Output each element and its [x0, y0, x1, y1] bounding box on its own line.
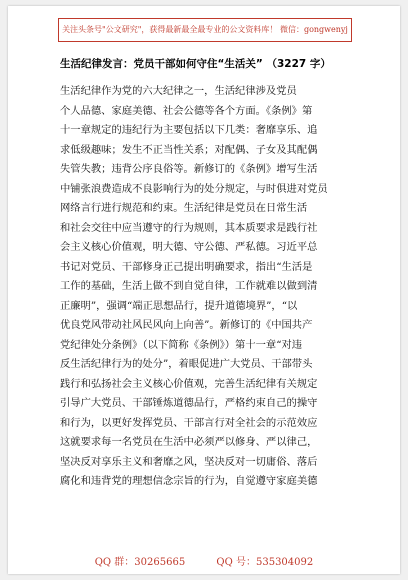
body-line: 中铺张浪费造成不良影响行为的处分规定，与时俱进对党员	[60, 182, 328, 195]
body-line: 网络言行进行规范和约束。生活纪律是党员在日常生活	[60, 202, 308, 214]
body-line: 十一章规定的违纪行为主要包括以下几类：奢靡享乐、追	[60, 124, 318, 136]
header-banner: 关注头条号"公文研究"，获得最新最全最专业的公文资料库！ 微信：gongwenyj	[58, 18, 352, 42]
footer-contact	[8, 553, 400, 568]
document-title: 生活纪律发言：党员干部如何守住“生活关” （3227 字）	[60, 58, 331, 70]
qq-group-number: QQ 群：30265665	[94, 557, 186, 568]
qq-number: QQ 号：535304092	[216, 557, 314, 568]
body-line: 个人品德、家庭美德、社会公德等各个方面。《条例》第	[60, 104, 313, 117]
body-line: 会主义核心价值观，明大德、守公德、严私德。习近平总	[60, 241, 318, 253]
body-line: 反生活纪律行为的处分”，着眼促进广大党员、干部带头	[60, 358, 313, 370]
body-line: 和社会交往中应当遵守的行为规则，其本质要求是践行社	[60, 221, 318, 234]
body-line: 书记对党员、干部修身正己提出明确要求，指出“生活是	[60, 260, 313, 273]
body-line: 践行和弘扬社会主义核心价值观，完善生活纪律有关规定	[60, 377, 318, 390]
body-line: 党纪律处分条例》（以下简称《条例》）第十一章“对违	[60, 338, 303, 351]
body-line: 工作的基础，生活上做不到自觉自律，工作就难以做到清	[60, 280, 318, 292]
body-line: 这就要求每一名党员在生活中必须严以修身、严以律己，	[60, 436, 318, 448]
body-line: 引导广大党员、干部锤炼道德品行，严格约束自己的操守	[60, 397, 318, 409]
body-line: 腐化和违背党的理想信念宗旨的行为，自觉遵守家庭美德	[60, 475, 318, 487]
body-line: 生活纪律作为党的六大纪律之一，生活纪律涉及党员	[60, 85, 297, 97]
document-page	[8, 6, 400, 574]
body-line: 正廉明”，强调“端正思想品行，提升道德境界”，“以	[60, 299, 298, 312]
document-body	[60, 82, 350, 492]
body-line: 坚决反对享乐主义和奢靡之风，坚决反对一切庸俗、落后	[60, 455, 318, 468]
body-line: 和行为，以更好发挥党员、干部言行对全社会的示范效应	[60, 416, 318, 429]
body-line: 优良党风带动社风民风向上向善”。新修订的《中国共产	[60, 319, 313, 331]
body-line: 求低级趣味；发生不正当性关系；对配偶、子女及其配偶	[60, 143, 318, 156]
body-line: 失管失教；违背公序良俗等。新修订的《条例》增写生活	[60, 163, 318, 175]
